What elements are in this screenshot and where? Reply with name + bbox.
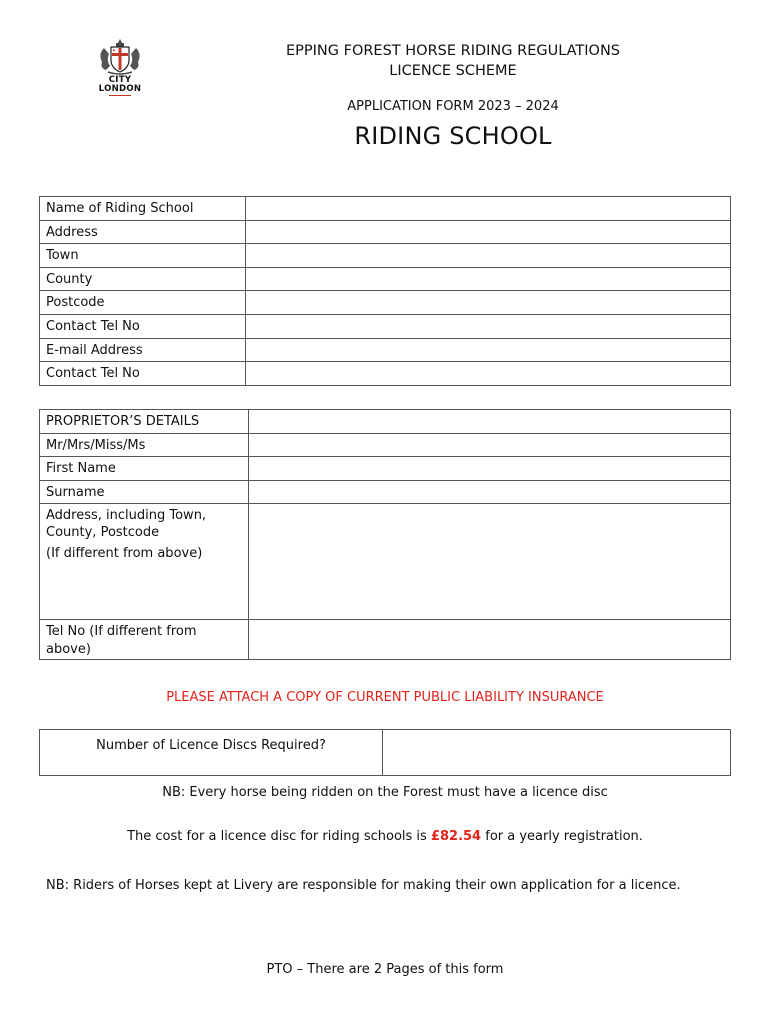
logo-underline [109, 95, 131, 96]
input-postcode[interactable] [246, 291, 731, 315]
label-address: Address [40, 220, 246, 244]
cost-price: £82.54 [430, 829, 482, 844]
school-details-table [39, 196, 731, 386]
form-title-line1: EPPING FOREST HORSE RIDING REGULATIONS [285, 43, 621, 59]
input-address[interactable] [246, 220, 731, 244]
label-county: County [40, 267, 246, 291]
label-school-name: Name of Riding School [40, 197, 246, 221]
table-row [40, 197, 731, 221]
cost-text-after: for a yearly registration. [481, 829, 643, 844]
form-title-line2: LICENCE SCHEME [389, 63, 517, 79]
input-school-name[interactable] [246, 197, 731, 221]
input-title[interactable] [249, 433, 731, 457]
label-title: Mr/Mrs/Miss/Ms [40, 433, 249, 457]
table-row [40, 267, 731, 291]
input-contact-tel-2[interactable] [246, 362, 731, 386]
table-row [40, 620, 731, 660]
label-proprietor-tel: Tel No (If different from above) [40, 620, 249, 660]
label-postcode: Postcode [40, 291, 246, 315]
label-email: E-mail Address [40, 338, 246, 362]
pto-note: PTO – There are 2 Pages of this form [266, 962, 504, 977]
label-town: Town [40, 244, 246, 268]
table-row [40, 338, 731, 362]
address-label-note: (If different from above) [46, 546, 203, 561]
input-email[interactable] [246, 338, 731, 362]
table-row [40, 480, 731, 504]
cost-statement [0, 829, 770, 844]
table-row [40, 433, 731, 457]
form-subtitle: APPLICATION FORM 2023 – 2024 [347, 99, 559, 114]
note-licence-disc: NB: Every horse being ridden on the Forest must have a licence disc [162, 785, 608, 800]
table-row [40, 314, 731, 338]
proprietor-details-table [39, 409, 731, 660]
input-proprietor-address[interactable] [249, 504, 731, 620]
table-row [40, 457, 731, 481]
input-proprietor-tel[interactable] [249, 620, 731, 660]
logo-text-city: CITY [108, 75, 132, 85]
form-heading: RIDING SCHOOL [354, 122, 552, 150]
licence-discs-table [39, 729, 731, 776]
cost-text-before: The cost for a licence disc for riding schools is [127, 829, 431, 844]
table-row [40, 730, 731, 776]
note-livery: NB: Riders of Horses kept at Livery are responsible for making their own application for a licence. [46, 878, 681, 893]
label-licence-discs: Number of Licence Discs Required? [40, 730, 383, 776]
proprietor-header: PROPRIETOR’S DETAILS [40, 410, 249, 434]
table-row [40, 291, 731, 315]
table-row [40, 410, 731, 434]
table-row [40, 220, 731, 244]
label-contact-tel-2: Contact Tel No [40, 362, 246, 386]
city-of-london-logo [94, 38, 146, 100]
label-contact-tel-1: Contact Tel No [40, 314, 246, 338]
address-label-line2: County, Postcode [46, 525, 160, 540]
city-of-london-crest-icon [96, 38, 144, 76]
input-first-name[interactable] [249, 457, 731, 481]
label-proprietor-address [40, 504, 249, 620]
label-surname: Surname [40, 480, 249, 504]
table-row [40, 244, 731, 268]
input-surname[interactable] [249, 480, 731, 504]
logo-text-london: LONDON [98, 84, 142, 94]
table-row [40, 362, 731, 386]
table-row [40, 504, 731, 620]
label-first-name: First Name [40, 457, 249, 481]
insurance-notice: PLEASE ATTACH A COPY OF CURRENT PUBLIC LIABILITY INSURANCE [166, 690, 604, 705]
input-county[interactable] [246, 267, 731, 291]
address-label-line1: Address, including Town, [46, 508, 207, 523]
proprietor-header-blank [249, 410, 731, 434]
input-licence-discs[interactable] [383, 730, 731, 776]
input-contact-tel-1[interactable] [246, 314, 731, 338]
input-town[interactable] [246, 244, 731, 268]
